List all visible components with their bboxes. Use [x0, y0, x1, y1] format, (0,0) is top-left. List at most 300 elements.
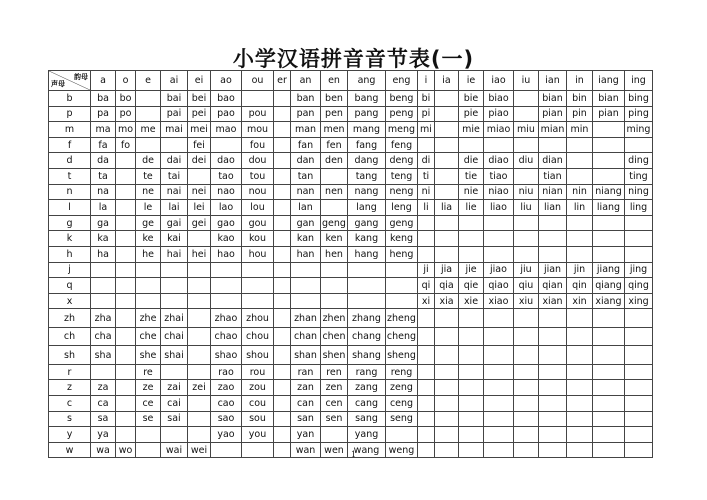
syllable-cell: niao — [484, 184, 514, 200]
syllable-cell: shai — [161, 346, 188, 365]
syllable-cell: gan — [291, 215, 321, 231]
syllable-cell — [435, 327, 459, 346]
syllable-cell: dang — [348, 153, 386, 169]
final-header-i: i — [418, 71, 435, 91]
syllable-cell: pou — [242, 106, 274, 122]
syllable-cell — [418, 137, 435, 153]
syllable-cell — [514, 91, 539, 107]
syllable-cell: ban — [291, 91, 321, 107]
syllable-cell — [539, 364, 567, 380]
syllable-cell: se — [136, 411, 161, 427]
syllable-cell — [136, 91, 161, 107]
syllable-cell — [459, 411, 484, 427]
syllable-cell — [514, 411, 539, 427]
syllable-cell: lin — [567, 200, 593, 216]
syllable-cell: jian — [539, 262, 567, 278]
syllable-cell — [484, 364, 514, 380]
syllable-cell: dian — [539, 153, 567, 169]
syllable-cell — [484, 346, 514, 365]
syllable-cell — [116, 396, 136, 412]
syllable-cell — [161, 364, 188, 380]
syllable-cell — [435, 106, 459, 122]
table-row — [49, 200, 653, 216]
syllable-cell: dao — [211, 153, 242, 169]
syllable-cell: kan — [291, 231, 321, 247]
initial-cell: b — [49, 91, 91, 107]
syllable-cell: pang — [348, 106, 386, 122]
syllable-cell: ji — [418, 262, 435, 278]
syllable-cell — [593, 122, 625, 138]
syllable-cell — [91, 262, 116, 278]
syllable-cell: za — [91, 380, 116, 396]
syllable-cell: tan — [291, 168, 321, 184]
syllable-cell: hang — [348, 246, 386, 262]
syllable-cell — [539, 380, 567, 396]
syllable-cell: bo — [116, 91, 136, 107]
syllable-cell: mian — [539, 122, 567, 138]
syllable-cell — [484, 396, 514, 412]
syllable-cell: nian — [539, 184, 567, 200]
syllable-cell: ba — [91, 91, 116, 107]
syllable-cell — [188, 293, 211, 309]
syllable-cell — [274, 246, 291, 262]
syllable-cell: kao — [211, 231, 242, 247]
syllable-cell: deng — [386, 153, 418, 169]
syllable-cell: tie — [459, 168, 484, 184]
syllable-cell: niang — [593, 184, 625, 200]
syllable-cell: shan — [291, 346, 321, 365]
syllable-cell — [274, 278, 291, 294]
syllable-cell — [514, 364, 539, 380]
syllable-cell — [625, 309, 653, 328]
syllable-cell — [593, 137, 625, 153]
syllable-cell — [321, 262, 348, 278]
syllable-cell: me — [136, 122, 161, 138]
syllable-cell: pai — [161, 106, 188, 122]
syllable-cell: kang — [348, 231, 386, 247]
syllable-cell — [459, 364, 484, 380]
syllable-cell: fei — [188, 137, 211, 153]
syllable-cell: fen — [321, 137, 348, 153]
syllable-cell: lou — [242, 200, 274, 216]
table-row — [49, 427, 653, 443]
initial-cell: d — [49, 153, 91, 169]
syllable-cell — [136, 137, 161, 153]
syllable-cell — [188, 231, 211, 247]
syllable-cell — [625, 364, 653, 380]
syllable-cell: ren — [321, 364, 348, 380]
syllable-cell: zhan — [291, 309, 321, 328]
syllable-cell: biao — [484, 91, 514, 107]
syllable-cell — [274, 137, 291, 153]
syllable-cell: che — [136, 327, 161, 346]
syllable-cell: cang — [348, 396, 386, 412]
syllable-cell: teng — [386, 168, 418, 184]
syllable-cell — [136, 293, 161, 309]
syllable-cell — [188, 364, 211, 380]
initial-cell: c — [49, 396, 91, 412]
syllable-cell: kai — [161, 231, 188, 247]
syllable-cell — [484, 231, 514, 247]
syllable-cell: ce — [136, 396, 161, 412]
syllable-cell: nei — [188, 184, 211, 200]
syllable-cell: hei — [188, 246, 211, 262]
syllable-cell — [418, 396, 435, 412]
syllable-cell: xi — [418, 293, 435, 309]
syllable-cell: chao — [211, 327, 242, 346]
syllable-cell: he — [136, 246, 161, 262]
syllable-cell: diu — [514, 153, 539, 169]
syllable-cell: niu — [514, 184, 539, 200]
final-header-ian: ian — [539, 71, 567, 91]
syllable-cell — [116, 346, 136, 365]
page-number: 1 — [350, 450, 357, 459]
syllable-cell: zhou — [242, 309, 274, 328]
syllable-cell — [435, 168, 459, 184]
syllable-cell — [116, 309, 136, 328]
syllable-cell: qing — [625, 278, 653, 294]
syllable-cell: dou — [242, 153, 274, 169]
syllable-cell — [188, 327, 211, 346]
syllable-cell: lai — [161, 200, 188, 216]
syllable-cell — [386, 278, 418, 294]
syllable-cell — [116, 380, 136, 396]
syllable-cell: rou — [242, 364, 274, 380]
syllable-cell: gai — [161, 215, 188, 231]
syllable-cell: li — [418, 200, 435, 216]
syllable-cell — [116, 427, 136, 443]
syllable-cell — [514, 396, 539, 412]
syllable-cell: liang — [593, 200, 625, 216]
syllable-cell — [418, 327, 435, 346]
syllable-cell: cha — [91, 327, 116, 346]
syllable-cell — [116, 246, 136, 262]
syllable-cell: qiu — [514, 278, 539, 294]
initial-cell: m — [49, 122, 91, 138]
syllable-cell: jiao — [484, 262, 514, 278]
syllable-cell — [514, 246, 539, 262]
final-header-iang: iang — [593, 71, 625, 91]
syllable-cell: jiang — [593, 262, 625, 278]
syllable-cell — [459, 215, 484, 231]
syllable-cell: xiao — [484, 293, 514, 309]
initials-label: 声母 — [51, 80, 65, 88]
syllable-cell — [567, 246, 593, 262]
syllable-cell: min — [567, 122, 593, 138]
syllable-cell — [91, 364, 116, 380]
table-row — [49, 364, 653, 380]
syllable-cell: beng — [386, 91, 418, 107]
syllable-cell: dai — [161, 153, 188, 169]
syllable-cell — [567, 215, 593, 231]
syllable-cell: jing — [625, 262, 653, 278]
syllable-cell: nang — [348, 184, 386, 200]
syllable-cell — [274, 184, 291, 200]
syllable-cell — [593, 215, 625, 231]
syllable-cell — [459, 309, 484, 328]
syllable-cell: cen — [321, 396, 348, 412]
syllable-cell — [593, 380, 625, 396]
table-row — [49, 293, 653, 309]
syllable-cell: weng — [386, 442, 418, 458]
syllable-cell — [539, 327, 567, 346]
table-row — [49, 231, 653, 247]
syllable-cell — [593, 231, 625, 247]
syllable-cell — [593, 327, 625, 346]
syllable-cell: miao — [484, 122, 514, 138]
syllable-cell — [188, 427, 211, 443]
syllable-cell: ca — [91, 396, 116, 412]
syllable-cell — [514, 231, 539, 247]
syllable-cell: xiang — [593, 293, 625, 309]
syllable-cell — [242, 278, 274, 294]
syllable-cell — [625, 137, 653, 153]
syllable-cell: heng — [386, 246, 418, 262]
syllable-cell: re — [136, 364, 161, 380]
final-header-eng: eng — [386, 71, 418, 91]
syllable-cell — [539, 137, 567, 153]
initial-cell: x — [49, 293, 91, 309]
final-header-iao: iao — [484, 71, 514, 91]
syllable-cell — [321, 427, 348, 443]
syllable-cell — [291, 262, 321, 278]
syllable-cell — [539, 231, 567, 247]
syllable-cell — [116, 153, 136, 169]
syllable-cell — [188, 346, 211, 365]
syllable-cell — [567, 396, 593, 412]
syllable-cell — [291, 278, 321, 294]
syllable-cell: meng — [386, 122, 418, 138]
syllable-cell: zen — [321, 380, 348, 396]
syllable-cell: chou — [242, 327, 274, 346]
syllable-cell: man — [291, 122, 321, 138]
final-header-a: a — [91, 71, 116, 91]
syllable-cell: xian — [539, 293, 567, 309]
syllable-cell: pan — [291, 106, 321, 122]
syllable-cell: geng — [321, 215, 348, 231]
syllable-cell: sou — [242, 411, 274, 427]
syllable-cell: tiao — [484, 168, 514, 184]
syllable-cell — [484, 427, 514, 443]
syllable-cell: liao — [484, 200, 514, 216]
syllable-cell: qie — [459, 278, 484, 294]
syllable-cell — [418, 427, 435, 443]
syllable-cell: zhang — [348, 309, 386, 328]
syllable-cell: qi — [418, 278, 435, 294]
syllable-cell — [459, 380, 484, 396]
initial-cell: y — [49, 427, 91, 443]
syllable-cell: jia — [435, 262, 459, 278]
syllable-cell: pin — [567, 106, 593, 122]
syllable-cell: ming — [625, 122, 653, 138]
syllable-cell: sen — [321, 411, 348, 427]
syllable-cell — [274, 309, 291, 328]
syllable-cell: hao — [211, 246, 242, 262]
syllable-cell: yang — [348, 427, 386, 443]
syllable-cell — [211, 278, 242, 294]
syllable-cell: zha — [91, 309, 116, 328]
syllable-cell: mie — [459, 122, 484, 138]
syllable-cell: you — [242, 427, 274, 443]
syllable-cell — [514, 327, 539, 346]
syllable-cell — [435, 427, 459, 443]
syllable-cell: zou — [242, 380, 274, 396]
syllable-cell — [459, 346, 484, 365]
table-row — [49, 215, 653, 231]
syllable-cell: jie — [459, 262, 484, 278]
syllable-cell — [625, 327, 653, 346]
syllable-cell: wa — [91, 442, 116, 458]
syllable-cell: ping — [625, 106, 653, 122]
syllable-cell: piao — [484, 106, 514, 122]
table-row — [49, 184, 653, 200]
syllable-cell: fa — [91, 137, 116, 153]
syllable-cell: di — [418, 153, 435, 169]
syllable-cell: nen — [321, 184, 348, 200]
syllable-cell: bian — [593, 91, 625, 107]
syllable-cell: mi — [418, 122, 435, 138]
syllable-cell: zhe — [136, 309, 161, 328]
syllable-cell: nan — [291, 184, 321, 200]
syllable-cell: xing — [625, 293, 653, 309]
syllable-cell: sai — [161, 411, 188, 427]
syllable-cell — [567, 380, 593, 396]
syllable-cell — [484, 327, 514, 346]
initial-cell: p — [49, 106, 91, 122]
syllable-cell — [435, 153, 459, 169]
syllable-cell: mai — [161, 122, 188, 138]
syllable-cell: pian — [539, 106, 567, 122]
syllable-cell: lia — [435, 200, 459, 216]
syllable-cell: qiao — [484, 278, 514, 294]
syllable-cell: po — [116, 106, 136, 122]
syllable-cell — [459, 231, 484, 247]
syllable-cell: pa — [91, 106, 116, 122]
syllable-cell: rang — [348, 364, 386, 380]
syllable-cell — [116, 293, 136, 309]
syllable-cell — [136, 278, 161, 294]
syllable-cell — [593, 168, 625, 184]
syllable-cell: lian — [539, 200, 567, 216]
table-row — [49, 346, 653, 365]
syllable-cell — [459, 427, 484, 443]
final-header-in: in — [567, 71, 593, 91]
initial-cell: q — [49, 278, 91, 294]
table-row — [49, 91, 653, 107]
syllable-cell: pen — [321, 106, 348, 122]
table-row — [49, 278, 653, 294]
syllable-cell — [136, 262, 161, 278]
syllable-cell — [116, 327, 136, 346]
syllable-cell — [625, 411, 653, 427]
syllable-cell — [274, 411, 291, 427]
syllable-cell: bai — [161, 91, 188, 107]
syllable-cell — [274, 168, 291, 184]
syllable-cell — [514, 427, 539, 443]
syllable-cell — [435, 215, 459, 231]
syllable-cell — [539, 396, 567, 412]
syllable-cell — [274, 364, 291, 380]
final-header-ou: ou — [242, 71, 274, 91]
syllable-cell: chen — [321, 327, 348, 346]
syllable-cell: neng — [386, 184, 418, 200]
syllable-cell — [116, 411, 136, 427]
table-row — [49, 168, 653, 184]
syllable-cell: qian — [539, 278, 567, 294]
syllable-cell — [567, 153, 593, 169]
syllable-cell — [625, 246, 653, 262]
syllable-cell: xia — [435, 293, 459, 309]
syllable-cell: wang — [348, 442, 386, 458]
syllable-cell: fang — [348, 137, 386, 153]
syllable-cell — [116, 200, 136, 216]
final-header-ing: ing — [625, 71, 653, 91]
initial-cell: g — [49, 215, 91, 231]
syllable-cell — [435, 231, 459, 247]
syllable-cell: men — [321, 122, 348, 138]
syllable-cell: ken — [321, 231, 348, 247]
syllable-cell: xin — [567, 293, 593, 309]
syllable-cell: tou — [242, 168, 274, 184]
syllable-cell: de — [136, 153, 161, 169]
syllable-cell: fan — [291, 137, 321, 153]
syllable-cell: nin — [567, 184, 593, 200]
syllable-cell: zhen — [321, 309, 348, 328]
syllable-cell: ma — [91, 122, 116, 138]
syllable-cell: ta — [91, 168, 116, 184]
syllable-cell — [386, 262, 418, 278]
syllable-cell: jiu — [514, 262, 539, 278]
syllable-cell: mou — [242, 122, 274, 138]
syllable-cell — [625, 231, 653, 247]
final-header-ao: ao — [211, 71, 242, 91]
syllable-cell: bie — [459, 91, 484, 107]
syllable-cell: cai — [161, 396, 188, 412]
initial-cell: zh — [49, 309, 91, 328]
syllable-cell — [484, 137, 514, 153]
syllable-cell — [484, 380, 514, 396]
syllable-cell: die — [459, 153, 484, 169]
syllable-cell — [567, 137, 593, 153]
syllable-cell: pie — [459, 106, 484, 122]
initial-cell: r — [49, 364, 91, 380]
syllable-cell — [116, 184, 136, 200]
syllable-cell — [211, 137, 242, 153]
syllable-cell: ha — [91, 246, 116, 262]
table-row — [49, 380, 653, 396]
syllable-cell: cao — [211, 396, 242, 412]
syllable-cell — [484, 215, 514, 231]
syllable-cell: zao — [211, 380, 242, 396]
syllable-cell: shao — [211, 346, 242, 365]
table-row — [49, 411, 653, 427]
syllable-cell — [386, 427, 418, 443]
syllable-cell — [514, 346, 539, 365]
syllable-cell: mao — [211, 122, 242, 138]
syllable-cell — [274, 427, 291, 443]
syllable-cell: bing — [625, 91, 653, 107]
table-row — [49, 246, 653, 262]
table-row — [49, 137, 653, 153]
syllable-cell: hou — [242, 246, 274, 262]
syllable-cell — [348, 262, 386, 278]
final-header-an: an — [291, 71, 321, 91]
syllable-cell — [274, 91, 291, 107]
syllable-cell: gou — [242, 215, 274, 231]
table-row — [49, 396, 653, 412]
syllable-cell: nie — [459, 184, 484, 200]
syllable-cell: pi — [418, 106, 435, 122]
